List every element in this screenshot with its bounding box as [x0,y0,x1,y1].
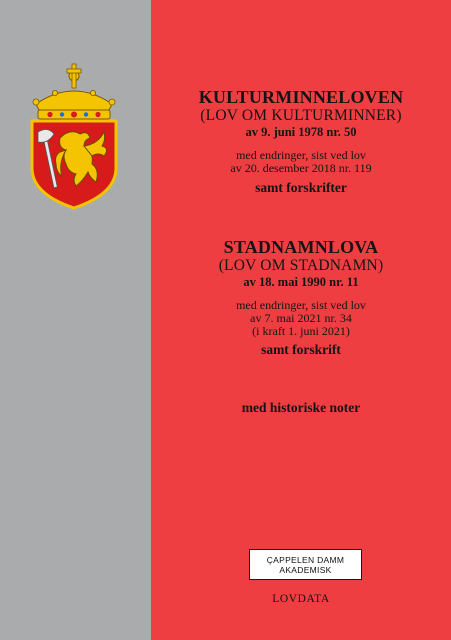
law1-subtitle: (LOV OM KULTURMINNER) [200,107,402,124]
law1-block [151,87,451,196]
imprint: LOVDATA [272,593,330,605]
law1-title: KULTURMINNELOVEN [198,87,404,107]
law2-amendment-line: av 7. mai 2021 nr. 34 [250,311,352,325]
law1-regulations: samt forskrifter [255,180,347,195]
left-grey-band [0,0,151,640]
law2-amendment-line: (i kraft 1. juni 2021) [252,324,350,338]
law2-regulations: samt forskrift [261,342,341,357]
law2-block [151,237,451,358]
law2-amendment-line: med endringer, sist ved lov [236,298,366,312]
publisher-name: ÇAPPELEN DAMM [266,554,345,565]
norwegian-coat-of-arms-icon [18,60,130,210]
crown-cross [67,64,81,88]
crown [33,90,115,119]
law2-date: av 18. mai 1990 nr. 11 [243,275,359,289]
historical-notes: med historiske noter [241,400,361,415]
publisher-division: AKADEMISK [279,564,332,575]
law2-subtitle: (LOV OM STADNAMN) [218,257,384,274]
law1-amendment-line: med endringer, sist ved lov [236,148,366,162]
law1-date: av 9. juni 1978 nr. 50 [245,125,357,139]
law2-title: STADNAMNLOVA [223,237,379,257]
publisher-logo [249,549,362,580]
law1-amendment-line: av 20. desember 2018 nr. 119 [230,161,372,175]
title-panel [151,0,451,640]
